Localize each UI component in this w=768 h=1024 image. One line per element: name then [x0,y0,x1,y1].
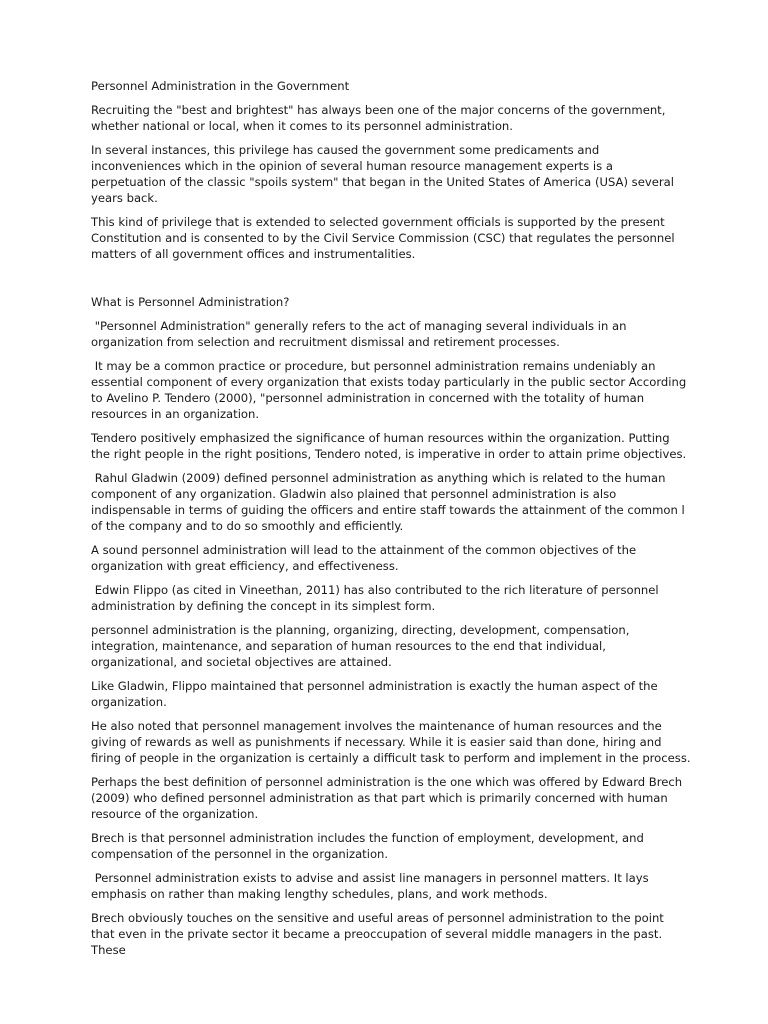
section-paragraph: Like Gladwin, Flippo maintained that personnel administration is exactly the human aspect of the organization. [91,679,662,709]
document-title: Personnel Administration in the Government [91,79,350,93]
section-paragraph: A sound personnel administration will lead to the attainment of the common objectives of the organization with great efficiency, and effectiveness. [91,543,640,573]
section-paragraph: Brech obviously touches on the sensitive and useful areas of personnel administration to the point that even in the private sector it became a preoccupation of several middle managers in the past. These [91,911,668,957]
section-paragraph: Personnel administration exists to advise and assist line managers in personnel matters. It lays emphasis on rather than making lengthy schedules, plans, and work methods. [91,871,653,901]
section-paragraph: Edwin Flippo (as cited in Vineethan, 2011) has also contributed to the rich literature of personnel administration by defining the concept in its simplest form. [91,583,663,613]
section-paragraph: It may be a common practice or procedure, but personnel administration remains undeniably an essential component of every organization that exists today particularly in the public sector According to Avelino P. Tendero (2000), "personnel administration in concerned with the totality of human resources in an organization. [91,359,690,421]
section-paragraph: "Personnel Administration" generally refers to the act of managing several individuals in an organization from selection and recruitment dismissal and retirement processes. [91,319,631,349]
section-paragraph: Brech is that personnel administration includes the function of employment, development, and compensation of the personnel in the organization. [91,831,648,861]
section-paragraph: He also noted that personnel management involves the maintenance of human resources and the giving of rewards as well as punishments if necessary. While it is easier said than done, hiring and firing of people in the organization is certainly a difficult task to perform and implement in the process. [91,719,691,765]
section-paragraph: personnel administration is the planning, organizing, directing, development, compensation, integration, maintenance, and separation of human resources to the end that individual, organizational, and societal objectives are attained. [91,623,634,669]
paragraph-spacer [91,270,691,294]
intro-paragraph: This kind of privilege that is extended to selected government officials is supported by the present Constitution and is consented to by the Civil Service Commission (CSC) that regulates the personnel matters of all government offices and instrumentalities. [91,215,679,261]
section-paragraph: Perhaps the best definition of personnel administration is the one which was offered by Edward Brech (2009) who defined personnel administration as that part which is primarily concerned with human resource of the organization. [91,775,686,821]
intro-paragraph: Recruiting the "best and brightest" has always been one of the major concerns of the government, whether national or local, when it comes to its personnel administration. [91,103,670,133]
intro-paragraph: In several instances, this privilege has caused the government some predicaments and inconveniences which in the opinion of several human resource management experts is a perpetuation of the classic "spoils system" that began in the United States of America (USA) several years back. [91,143,678,205]
section-heading: What is Personnel Administration? [91,295,290,309]
section-paragraph: Rahul Gladwin (2009) defined personnel administration as anything which is related to the human component of any organization. Gladwin also plained that personnel administration is also indispensable in terms of guiding the officers and entire staff towards the attainment of the common l of the company and to do so smoothly and efficiently. [91,471,689,533]
section-paragraph: Tendero positively emphasized the significance of human resources within the organization. Putting the right people in the right positions, Tendero noted, is imperative in order to attain prime objectives. [91,431,687,461]
document-body [91,78,691,966]
